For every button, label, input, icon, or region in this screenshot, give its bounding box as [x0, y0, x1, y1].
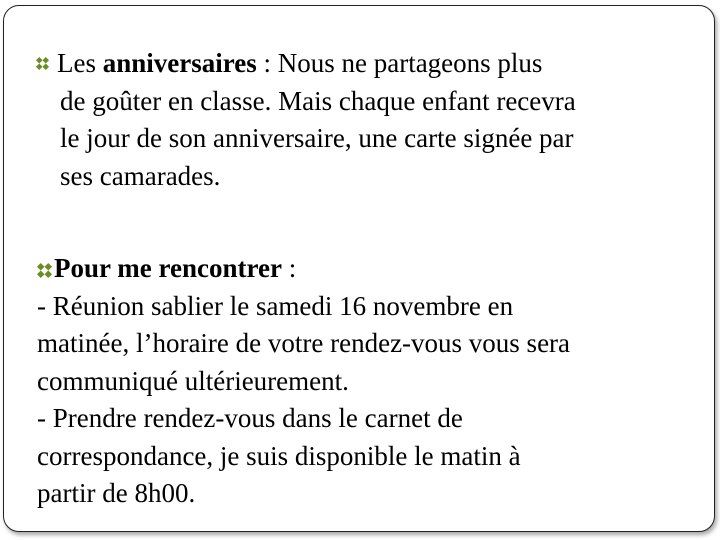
anniversaires-line1-rest: : Nous ne partageons plus — [256, 48, 543, 78]
rencontre-line-5: - Prendre rendez-vous dans le carnet de — [37, 403, 463, 433]
four-diamond-bullet-icon — [36, 57, 49, 70]
anniversaires-line-2: de goûter en classe. Mais chaque enfant recevra — [60, 85, 576, 116]
anniversaires-lead: Les — [57, 48, 96, 78]
four-diamond-bullet-icon — [37, 263, 52, 278]
rencontre-line-4: communiqué ultérieurement. — [37, 365, 349, 396]
anniversaires-line-4: ses camarades. — [60, 160, 221, 191]
rencontre-line-3: matinée, l’horaire de votre rendez-vous vous sera — [37, 328, 571, 358]
anniversaires-term: anniversaires — [102, 48, 257, 78]
anniversaires-paragraph — [36, 45, 576, 195]
anniversaires-line-3: le jour de son anniversaire, une carte signée par — [60, 123, 574, 153]
rencontre-line-2: - Réunion sablier le samedi 16 novembre en — [37, 290, 514, 321]
rencontre-line-7: partir de 8h00. — [37, 478, 196, 508]
rencontre-term: Pour me rencontrer — [54, 253, 282, 283]
rencontre-paragraph — [37, 250, 570, 513]
rencontre-line-6: correspondance, je suis disponible le matin à — [37, 440, 521, 471]
rencontre-heading — [37, 250, 570, 288]
anniversaires-line-1 — [36, 45, 576, 83]
rencontre-heading-rest: : — [281, 253, 297, 283]
